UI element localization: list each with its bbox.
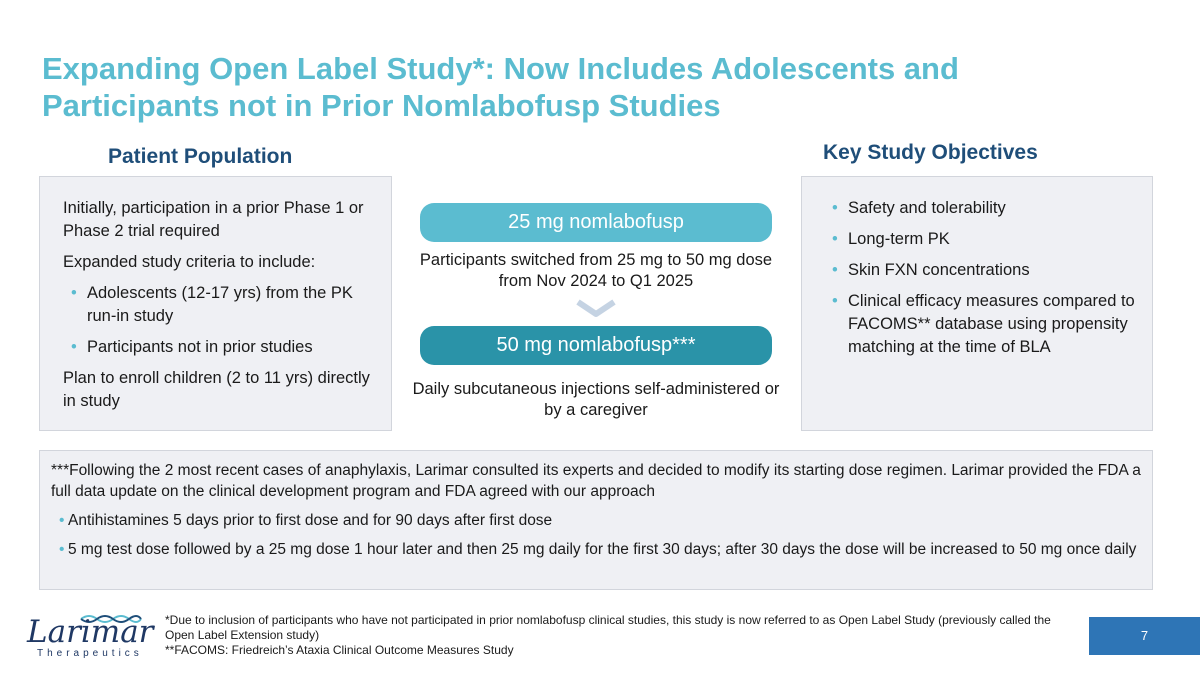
footnote-1: *Due to inclusion of participants who have not participated in prior nomlabofusp clinical studies, this study is now referred to as Open Label Study (previously called the Open Label Extension study)	[165, 613, 1051, 642]
dose-25mg-pill: 25 mg nomlabofusp	[420, 203, 772, 242]
page-number: 7	[1089, 617, 1200, 655]
pp-intro-2: Expanded study criteria to include:	[63, 253, 316, 271]
slide-title: Expanding Open Label Study*: Now Includes Adolescents and Participants not in Prior Nomlabofusp Studies	[42, 51, 959, 123]
footnotes	[165, 613, 1065, 658]
chevron-down-icon	[574, 298, 618, 320]
pp-intro-1: Initially, participation in a prior Phase 1 or Phase 2 trial required	[63, 199, 364, 240]
patient-population-panel	[39, 176, 392, 431]
switch-text: Participants switched from 25 mg to 50 mg dose from Nov 2024 to Q1 2025	[419, 251, 773, 290]
logo-name: Larimar	[27, 614, 154, 650]
pp-bullet-list	[63, 282, 373, 359]
anaphylaxis-note-panel	[39, 450, 1153, 590]
pp-closing: Plan to enroll children (2 to 11 yrs) directly in study	[63, 369, 370, 410]
note-bullet-list	[51, 510, 1141, 560]
footnote-2: **FACOMS: Friedreich’s Ataxia Clinical Outcome Measures Study	[165, 643, 514, 657]
note-bullet: • 5 mg test dose followed by a 25 mg dose 1 hour later and then 25 mg daily for the first 30 days; after 30 days the dose will be increased to 50 mg once daily	[51, 539, 1141, 560]
pp-bullet: • Adolescents (12-17 yrs) from the PK run-in study	[63, 282, 373, 328]
objectives-panel	[801, 176, 1153, 431]
dose-50mg-pill: 50 mg nomlabofusp***	[420, 326, 772, 365]
objectives-list	[824, 197, 1139, 359]
objective-item: • Long-term PK	[824, 228, 1139, 251]
patient-population-heading: Patient Population	[108, 145, 293, 168]
objective-item: • Skin FXN concentrations	[824, 259, 1139, 282]
larimar-logo	[27, 612, 154, 660]
objective-item: • Clinical efficacy measures compared to FACOMS** database using propensity matching at the time of BLA	[824, 290, 1139, 359]
key-objectives-heading: Key Study Objectives	[823, 141, 1038, 164]
logo-tagline: Therapeutics	[37, 648, 143, 659]
note-bullet: • Antihistamines 5 days prior to first dose and for 90 days after first dose	[51, 510, 1141, 531]
note-intro: ***Following the 2 most recent cases of anaphylaxis, Larimar consulted its experts and decided to modify its starting dose regimen. Larimar provided the FDA a full data update on the clinical development program and FDA agreed with our approach	[51, 462, 1141, 500]
admin-text: Daily subcutaneous injections self-administered or by a caregiver	[412, 380, 780, 419]
pp-bullet: • Participants not in prior studies	[63, 336, 373, 359]
objective-item: • Safety and tolerability	[824, 197, 1139, 220]
